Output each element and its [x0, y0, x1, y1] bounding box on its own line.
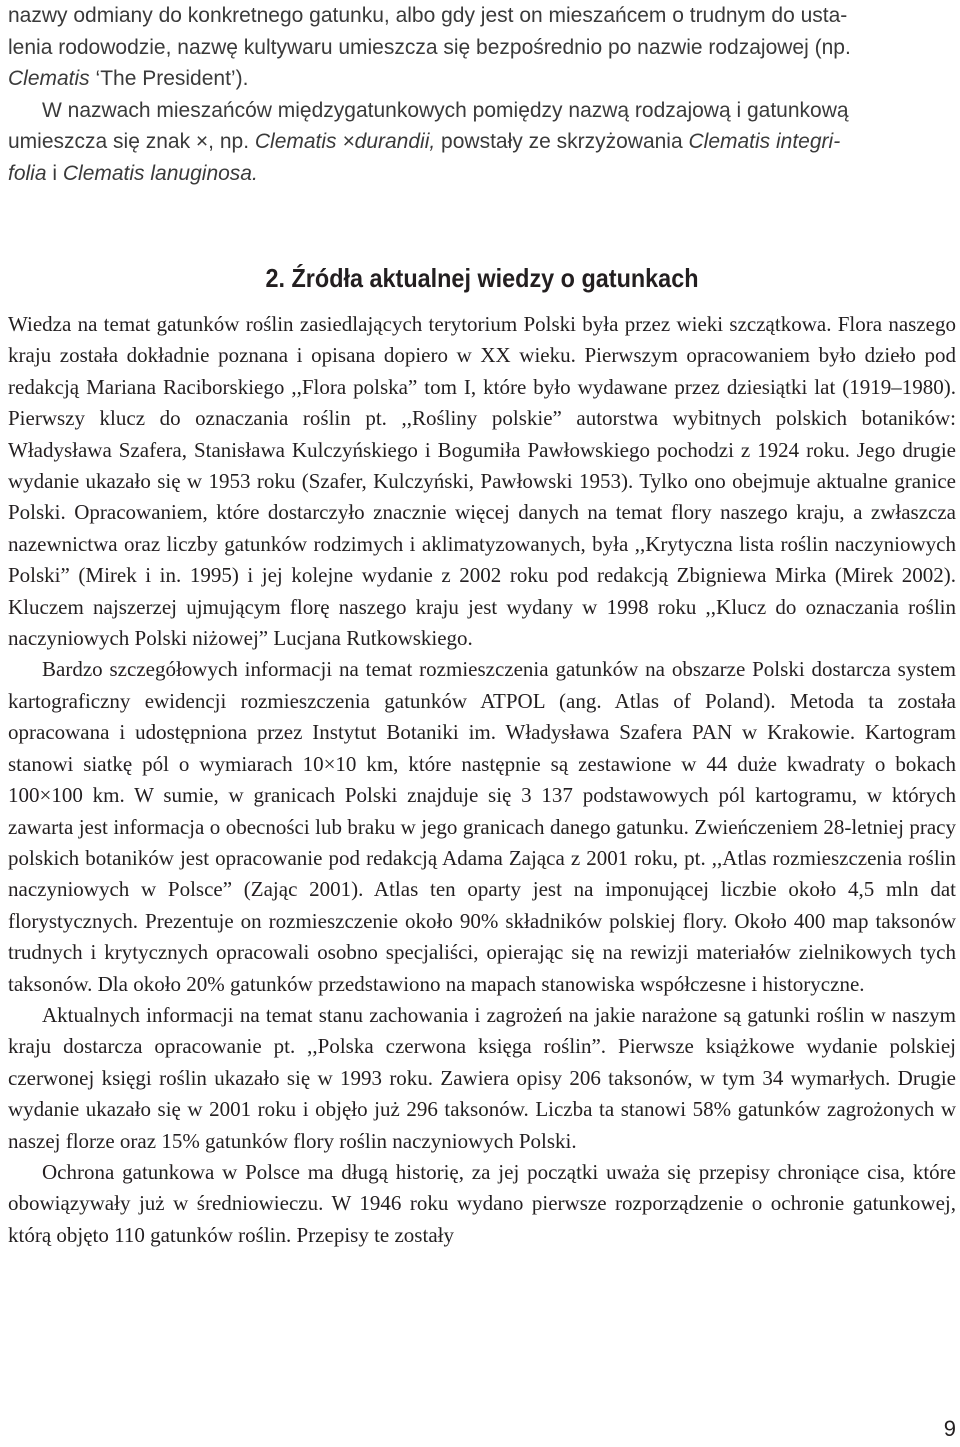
intro-text: [8, 0, 956, 189]
taxon-name: Clematis ×durandii,: [254, 130, 436, 153]
taxon-name: Clematis: [8, 67, 90, 90]
intro-line: powstały ze skrzyżowania: [435, 130, 689, 153]
intro-line: umieszcza się znak ×, np.: [8, 130, 255, 153]
document-page: [8, 0, 956, 1447]
taxon-name: Clematis integri-: [688, 130, 841, 153]
paragraph-atpol: Bardzo szczegółowych informacji na temat rozmieszczenia gatunków na obszarze Polski dostarcza system kartograficzny ewidencji rozmieszczenia gatunków ATPOL (ang. Atlas of Poland). Metoda ta została opracowana i udostępniona przez Instytut Botaniki im. Władysława Szafera PAN w Krakowie. Kartogram stanowi siatkę pól o wymiarach 10×10 km, które następnie są zestawione w 44 duże kwadraty o bokach 100×100 km. W sumie, w granicach Polski znajduje się 3 137 podstawowych pól kartogramu, w których zawarta jest informacja o obecności lub braku w jego granicach danego gatunku. Zwieńczeniem 28-letniej pracy polskich botaników jest opracowanie pod redakcją Adama Zająca z 2001 roku, pt. ,,Atlas rozmieszczenia roślin naczyniowych w Polsce” (Zając 2001). Atlas ten oparty jest na imponującej liczbie około 4,5 mln dat florystycznych. Prezentuje on rozmieszczenie około 90% składników polskiej flory. Około 400 map taksonów trudnych i krytycznych opracowali osobno specjaliści, opierając się na rewizji materiałów zielnikowych tych taksonów. Dla około 20% gatunków przedstawiono na mapach stanowiska współczesne i historyczne.: [8, 657, 956, 996]
taxon-name: folia: [8, 161, 47, 185]
section-heading: 2. Źródła aktualnej wiedzy o gatunkach: [265, 263, 699, 293]
intro-line: i: [46, 161, 63, 185]
intro-line: ‘The President’).: [89, 67, 249, 90]
intro-line: nazwy odmiany do konkretnego gatunku, albo gdy jest on mieszańcem o trudnym do usta-: [8, 4, 848, 27]
intro-line: lenia rodowodzie, nazwę kultywaru umieszcza się bezpośrednio po nazwie rodzajowej (np.: [8, 35, 851, 59]
page-number: 9: [943, 1416, 956, 1441]
paragraph-species-protection: Ochrona gatunkowa w Polsce ma długą historię, za jej początki uważa się przepisy chroniące cisa, które obowiązywały już w średniowieczu. W 1946 roku wydano pierwsze rozporządzenie o ochronie gatunkowej, którą objęto 110 gatunków roślin. Przepisy te zostały: [8, 1159, 956, 1247]
intro-line: W nazwach mieszańców międzygatunkowych pomiędzy nazwą rodzajową i gatunkową: [42, 98, 849, 122]
taxon-name: Clematis lanuginosa.: [62, 161, 258, 185]
paragraph-flora-history: Wiedza na temat gatunków roślin zasiedlających terytorium Polski była przez wieki szczątkowa. Flora naszego kraju została dokładnie poznana i opisana dopiero w XX wieku. Pierwszym opracowaniem było dzieło pod redakcją Mariana Raciborskiego ,,Flora polska” tom I, które było wydawane przez dziesiątki lat (1919–1980). Pierwszy klucz do oznaczania roślin pt. ,,Rośliny polskie” autorstwa wybitnych polskich botaników: Władysława Szafera, Stanisława Kulczyńskiego i Bogumiła Pawłowskiego pochodzi z 1924 roku. Jego drugie wydanie ukazało się w 1953 roku (Szafer, Kulczyński, Pawłowski 1953). Tylko ono obejmuje aktualne granice Polski. Opracowaniem, które dostarczyło znacznie więcej danych na temat flory naszego kraju, a zwłaszcza nazewnictwa oraz liczby gatunków rodzimych i aklimatyzowanych, była ,,Krytyczna lista roślin naczyniowych Polski” (Mirek i in. 1995) i jej kolejne wydanie z 2002 roku pod redakcją Zbigniewa Mirka (Mirek 2002). Kluczem najszerzej ujmującym florę naszego kraju jest wydany w 1998 roku ,,Klucz do oznaczania roślin naczyniowych Polski niżowej” Lucjana Rutkowskiego.: [8, 312, 956, 651]
paragraph-red-book: Aktualnych informacji na temat stanu zachowania i zagrożeń na jakie narażone są gatunki roślin w naszym kraju dostarcza opracowanie pt. ,,Polska czerwona księga roślin”. Pierwsze książkowe wydanie polskiej czerwonej księgi roślin ukazało się w 1993 roku. Zawiera opisy 206 taksonów, w tym 34 wymarłych. Drugie wydanie ukazało się w 2001 roku i objęło już 296 taksonów. Liczba ta stanowi 58% gatunków zagrożonych w naszej florze oraz 15% gatunków flory roślin naczyniowych Polski.: [8, 1002, 956, 1153]
